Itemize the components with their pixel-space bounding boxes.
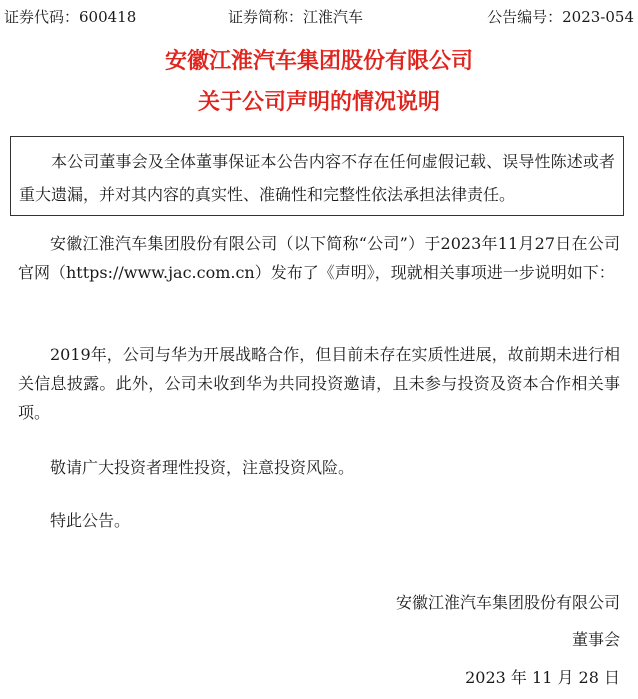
body-paragraph: 特此公告。 bbox=[50, 511, 131, 530]
notice-number: 公告编号：2023-054 bbox=[487, 8, 634, 26]
document-title: 关于公司声明的情况说明 bbox=[197, 90, 440, 115]
company-title: 安徽江淮汽车集团股份有限公司 bbox=[164, 49, 473, 74]
board-guarantee-text: 本公司董事会及全体董事保证本公告内容不存在任何虚假记载、误导性陈述或者重大遗漏，并对其内容的真实性、准确性和完整性依法承担法律责任。 bbox=[19, 152, 615, 204]
body-paragraph: 安徽江淮汽车集团股份有限公司（以下简称“公司”）于2023年11月27日在公司官网（https://www.jac.com.cn）发布了《声明》，现就相关事项进一步说明如下： bbox=[18, 234, 620, 282]
signature-board: 董事会 bbox=[571, 630, 620, 649]
signature-company: 安徽江淮汽车集团股份有限公司 bbox=[395, 593, 620, 612]
body-paragraph: 敬请广大投资者理性投资，注意投资风险。 bbox=[50, 458, 355, 477]
board-guarantee-box bbox=[10, 136, 624, 216]
signature-date: 2023 年 11 月 28 日 bbox=[465, 668, 620, 687]
body-paragraph: 2019年，公司与华为开展战略合作，但目前未存在实质性进展，故前期未进行相关信息披露。此外，公司未收到华为共同投资邀请，且未参与投资及资本合作相关事项。 bbox=[18, 345, 620, 422]
stock-name: 证券简称：江淮汽车 bbox=[228, 8, 364, 26]
stock-code: 证券代码：600418 bbox=[4, 8, 137, 26]
announcement-header bbox=[0, 6, 638, 28]
